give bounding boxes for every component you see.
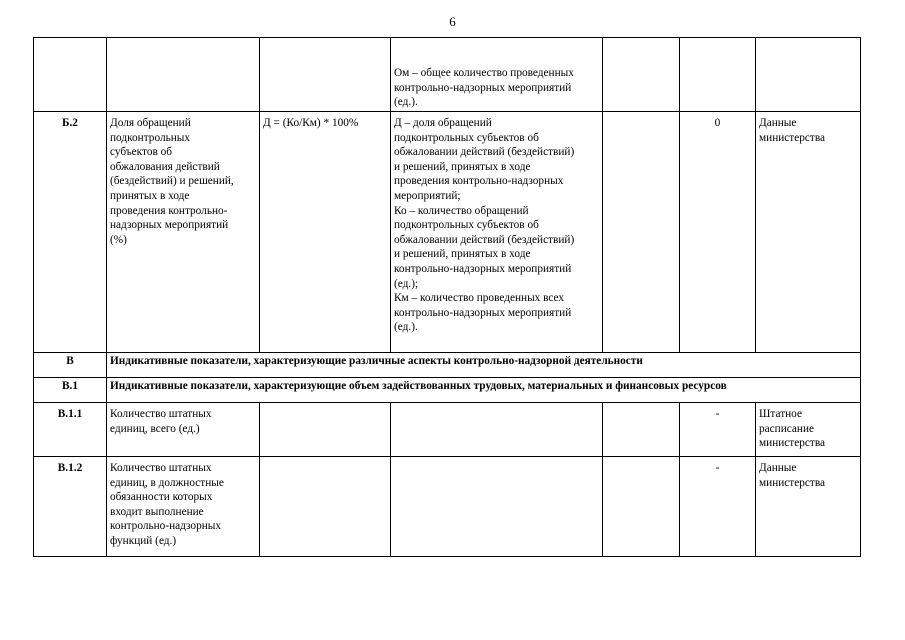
empty-cell (603, 403, 680, 457)
description-line: проведения контрольно-надзорных (394, 175, 564, 188)
formula-cell: Д = (Ко/Км) * 100% (260, 112, 391, 353)
empty-cell (603, 38, 680, 112)
description-line: Ом – общее количество проведенных (394, 67, 574, 79)
description-line: (ед.); (394, 277, 419, 290)
description-line: контрольно-надзорных мероприятий (394, 81, 572, 94)
name-cell (107, 112, 260, 353)
section-title: Индикативные показатели, характеризующие различные аспекты контрольно-надзорной деятельности (107, 353, 861, 378)
description-line: мероприятий; (394, 189, 461, 202)
table-row (34, 378, 861, 403)
name-line: контрольно-надзорных (110, 520, 221, 533)
source-cell (756, 403, 861, 457)
description-line: и решений, принятых в ходе (394, 160, 531, 173)
description-line: обжаловании действий (бездействий) (394, 146, 575, 159)
value-cell (680, 38, 756, 112)
empty-cell (603, 457, 680, 557)
source-line: министерства (759, 476, 826, 489)
indicators-table (33, 37, 861, 557)
formula-cell (260, 403, 391, 457)
description-line: обжаловании действий (бездействий) (394, 233, 575, 246)
name-line: субъектов об (110, 146, 173, 159)
source-line: Данные (759, 462, 797, 474)
name-line: входит выполнение (110, 505, 204, 518)
source-line: министерства (759, 131, 826, 144)
code-cell: Б.2 (34, 112, 107, 353)
name-line: обязанности которых (110, 491, 213, 504)
description-line: Км – количество проведенных всех (394, 292, 565, 305)
page-number: 6 (449, 14, 456, 29)
section-code-cell: В (34, 353, 107, 378)
source-line: министерства (759, 437, 826, 450)
value-cell: - (680, 403, 756, 457)
value-cell: 0 (680, 112, 756, 353)
description-cell (391, 112, 603, 353)
table-row (34, 353, 861, 378)
source-cell (756, 457, 861, 557)
source-cell (756, 112, 861, 353)
name-cell (107, 403, 260, 457)
name-line: функций (ед.) (110, 534, 177, 547)
formula-cell (260, 457, 391, 557)
name-line: (%) (110, 233, 127, 246)
name-line: обжалования действий (110, 160, 220, 173)
source-cell (756, 38, 861, 112)
description-line: (ед.). (394, 321, 418, 334)
description-line: контрольно-надзорных мероприятий (394, 262, 572, 275)
description-line: и решений, принятых в ходе (394, 248, 531, 261)
table-row (34, 457, 861, 557)
name-cell (107, 38, 260, 112)
value-cell: - (680, 457, 756, 557)
name-line: проведения контрольно- (110, 204, 228, 217)
description-cell (391, 457, 603, 557)
table-row (34, 403, 861, 457)
empty-cell (603, 112, 680, 353)
description-line: подконтрольных субъектов об (394, 219, 539, 232)
source-line: Данные (759, 117, 797, 129)
table-row (34, 38, 861, 112)
name-line: единиц, в должностные (110, 476, 224, 489)
name-line: (бездействий) и решений, (110, 175, 234, 188)
name-cell (107, 457, 260, 557)
source-line: расписание (759, 422, 815, 435)
description-line: подконтрольных субъектов об (394, 131, 539, 144)
name-line: Количество штатных (110, 408, 212, 420)
code-cell: В.1.1 (34, 403, 107, 457)
section-code-cell: В.1 (34, 378, 107, 403)
description-line: Ко – количество обращений (394, 204, 529, 217)
name-line: принятых в ходе (110, 189, 190, 202)
description-cell (391, 38, 603, 112)
section-title: Индикативные показатели, характеризующие объем задействованных трудовых, материальных и финансовых ресурсов (107, 378, 861, 403)
name-line: единиц, всего (ед.) (110, 422, 200, 435)
code-cell (34, 38, 107, 112)
name-line: надзорных мероприятий (110, 219, 229, 232)
description-line: контрольно-надзорных мероприятий (394, 306, 572, 319)
formula-cell (260, 38, 391, 112)
description-cell (391, 403, 603, 457)
description-line: (ед.). (394, 96, 418, 109)
code-cell: В.1.2 (34, 457, 107, 557)
name-line: подконтрольных (110, 131, 191, 144)
table-row (34, 112, 861, 353)
description-line: Д – доля обращений (394, 117, 492, 129)
name-line: Количество штатных (110, 462, 212, 474)
source-line: Штатное (759, 408, 802, 420)
name-line: Доля обращений (110, 117, 191, 129)
